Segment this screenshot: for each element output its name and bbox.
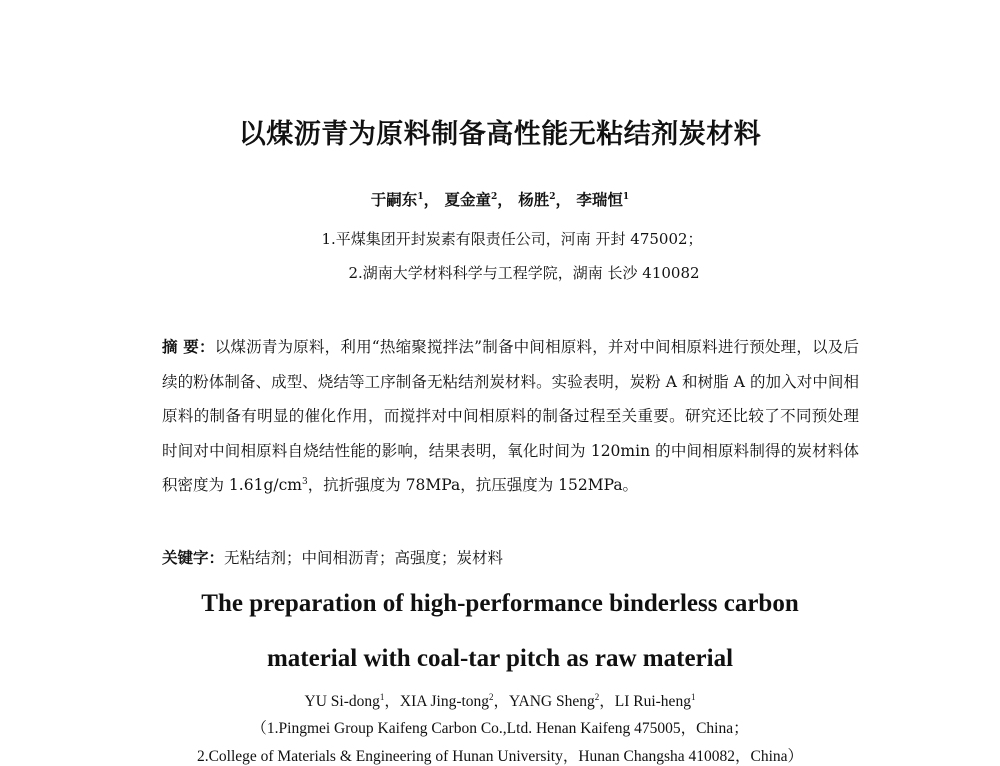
abstract-tail: ，抗折强度为 78MPa，抗压强度为 152MPa。 bbox=[307, 476, 639, 495]
english-title-line-1: The preparation of high-performance binderless carbon bbox=[201, 590, 799, 617]
keywords-label: 关键字： bbox=[162, 548, 225, 567]
cn-author-3: 杨胜 bbox=[518, 190, 550, 209]
chinese-authors bbox=[0, 188, 1000, 210]
english-authors bbox=[0, 689, 1000, 711]
cn-author-4-aff: 1 bbox=[622, 191, 630, 202]
chinese-title: 以煤沥青为原料制备高性能无粘结剂炭材料 bbox=[238, 119, 762, 150]
cn-author-4: 李瑞恒 bbox=[576, 190, 623, 209]
keywords-text: 无粘结剂；中间相沥青；高强度；炭材料 bbox=[224, 549, 504, 567]
english-affiliation-2: 2.College of Materials & Engineering of Hunan University，Hunan Changsha 410082，China） bbox=[196, 748, 804, 765]
en-author-4: LI Rui-heng bbox=[614, 693, 691, 710]
en-author-sep: ， bbox=[493, 693, 510, 710]
en-author-1-aff: 1 bbox=[379, 691, 385, 702]
en-author-3: YANG Sheng bbox=[509, 693, 595, 710]
chinese-affiliation-1: 1.平煤集团开封炭素有限责任公司，河南 开封 475002； bbox=[321, 230, 703, 248]
en-author-sep: ， bbox=[384, 693, 400, 710]
en-author-2-aff: 2 bbox=[489, 691, 494, 702]
en-author-3-aff: 2 bbox=[594, 691, 600, 702]
en-author-sep: ， bbox=[599, 693, 615, 710]
en-author-2: XIA Jing-tong bbox=[399, 693, 490, 710]
abstract-superscript: 3 bbox=[301, 477, 308, 488]
cn-author-3-aff: 2 bbox=[549, 191, 556, 202]
cn-author-2: 夏金童 bbox=[444, 190, 492, 209]
cn-author-sep: ， bbox=[497, 190, 513, 209]
chinese-affiliation-2: 2.湖南大学材料科学与工程学院，湖南 长沙 410082 bbox=[348, 264, 700, 282]
english-title-line-2: material with coal-tar pitch as raw material bbox=[266, 645, 734, 672]
en-author-1: YU Si-dong bbox=[304, 693, 380, 710]
cn-author-2-aff: 2 bbox=[491, 191, 498, 202]
cn-author-sep: ， bbox=[423, 190, 440, 209]
cn-author-sep: ， bbox=[555, 190, 571, 209]
en-author-4-aff: 1 bbox=[690, 691, 696, 702]
chinese-abstract bbox=[162, 330, 859, 503]
cn-author-1: 于嗣东 bbox=[370, 190, 418, 209]
english-affiliation-1: （1.Pingmei Group Kaifeng Carbon Co.,Ltd. Henan Kaifeng 475005，China； bbox=[251, 720, 749, 737]
chinese-keywords bbox=[162, 546, 859, 568]
abstract-label: 摘 要： bbox=[162, 337, 215, 356]
abstract-body: 以煤沥青为原料，利用“热缩聚搅拌法”制备中间相原料，并对中间相原料进行预处理，以及后续的粉体制备、成型、烧结等工序制备无粘结剂炭材料。实验表明，炭粉 A 和树脂 A 的加入对中间相原料的制备有明显的催化作用，而搅拌对中间相原料的制备过程至关重要。研究还比较了不同预处理时间对中间相原料自烧结性能的影响，结果表明，氧化时间为 120min 的中间相原料制得的炭材料体积密度为 1.61g/cm bbox=[162, 338, 859, 495]
cn-author-1-aff: 1 bbox=[417, 191, 424, 202]
